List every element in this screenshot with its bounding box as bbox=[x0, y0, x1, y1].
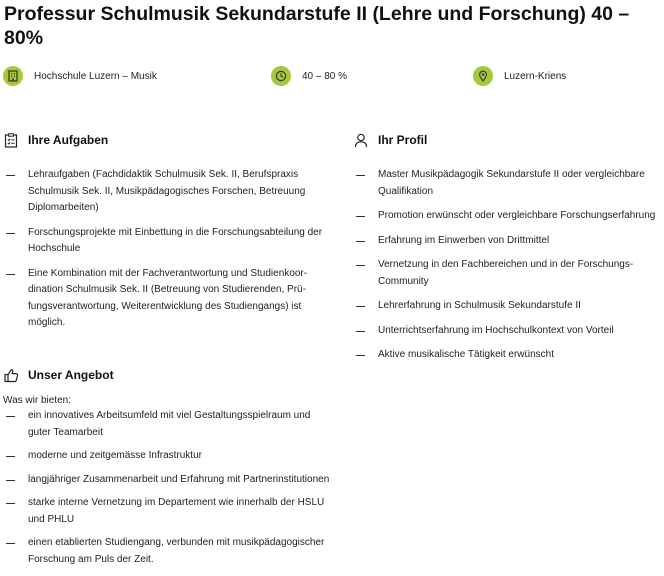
list-item: Eine Kombination mit der Fachverantwortung und Studienkoordination Schulmusik Sek. II (Betreuung von Studierenden, Prüfungsverantwortung, Weiterentwicklung des Studiengangs) ist möglich. bbox=[3, 266, 323, 332]
list-item: ein innovatives Arbeitsumfeld mit viel Gestaltungsspielraum und guter Teamarbeit bbox=[3, 408, 333, 441]
section-aufgaben-header bbox=[3, 131, 323, 149]
clipboard-icon bbox=[3, 132, 19, 148]
section-angebot-heading: Unser Angebot bbox=[28, 368, 114, 382]
section-profil-header bbox=[353, 131, 664, 149]
aufgaben-list bbox=[3, 167, 323, 332]
key-facts bbox=[0, 66, 664, 90]
thumbs-up-icon bbox=[3, 367, 19, 383]
list-item: Forschungsprojekte mit Einbettung in die Forschungsabteilung der Hochschule bbox=[3, 225, 323, 258]
angebot-intro: Was wir bieten: bbox=[3, 395, 71, 406]
angebot-list bbox=[3, 408, 333, 568]
section-profil bbox=[353, 131, 664, 372]
list-item: Unterrichtserfahrung im Hochschulkontext von Vorteil bbox=[353, 323, 664, 340]
clock-icon bbox=[271, 66, 291, 86]
list-item: Master Musikpädagogik Sekundarstufe II oder vergleichbare Qualifikation bbox=[353, 167, 664, 200]
section-aufgaben bbox=[3, 131, 323, 340]
list-item: langjähriger Zusammenarbeit und Erfahrung mit Partnerinstitutionen bbox=[3, 472, 333, 489]
section-angebot bbox=[3, 366, 333, 575]
fact-organization-label: Hochschule Luzern – Musik bbox=[34, 70, 157, 82]
profil-list bbox=[353, 167, 664, 364]
fact-workload-label: 40 – 80 % bbox=[302, 70, 348, 82]
section-profil-heading: Ihr Profil bbox=[378, 133, 428, 147]
list-item: Lehraufgaben (Fachdidaktik Schulmusik Sek. II, Berufspraxis Schulmusik Sek. II, Musikpädagogisches Forschen, Betreuung Diplomarbeiten) bbox=[3, 167, 323, 217]
list-item: moderne und zeitgemässe Infrastruktur bbox=[3, 448, 333, 465]
section-angebot-header bbox=[3, 366, 333, 384]
list-item: Erfahrung im Einwerben von Drittmittel bbox=[353, 233, 664, 250]
page-title: Professur Schulmusik Sekundarstufe II (Lehre und Forschung) 40 – 80% bbox=[4, 3, 630, 49]
fact-workload bbox=[271, 66, 347, 86]
list-item: Vernetzung in den Fachbereichen und in der ForschungsCommunity bbox=[353, 257, 664, 290]
fact-location-label: Luzern-Kriens bbox=[504, 70, 567, 82]
section-aufgaben-heading: Ihre Aufgaben bbox=[28, 133, 109, 147]
fact-location bbox=[473, 66, 566, 86]
list-item: einen etablierten Studiengang, verbunden mit musikpädagogischer Forschung am Puls der Zeit. bbox=[3, 535, 333, 568]
list-item: Promotion erwünscht oder vergleichbare Forschungserfahrung bbox=[353, 208, 664, 225]
fact-organization bbox=[3, 66, 157, 86]
person-icon bbox=[353, 132, 369, 148]
list-item: Lehrerfahrung in Schulmusik Sekundarstufe II bbox=[353, 298, 664, 315]
building-icon bbox=[3, 66, 23, 86]
list-item: starke interne Vernetzung im Departement wie innerhalb der HSLU und PHLU bbox=[3, 495, 333, 528]
location-pin-icon bbox=[473, 66, 493, 86]
list-item: Aktive musikalische Tätigkeit erwünscht bbox=[353, 347, 664, 364]
